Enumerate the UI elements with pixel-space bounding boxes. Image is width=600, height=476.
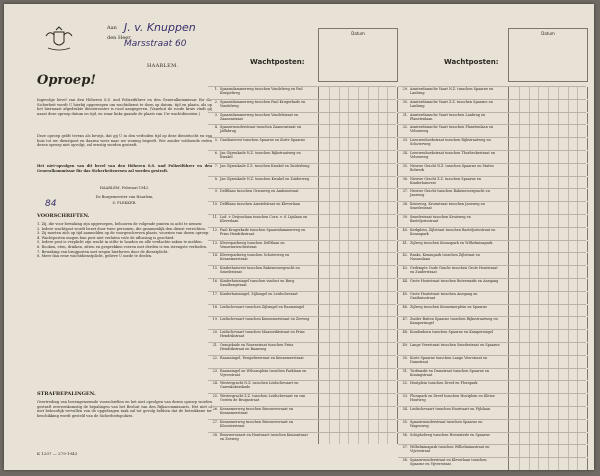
strafbepalingen-heading: STRAFBEPALINGEN. (37, 391, 96, 397)
date-grid-cells (508, 177, 588, 189)
date-grid-cells (508, 433, 588, 445)
post-number: 58. (402, 458, 408, 463)
date-grid-cells (318, 164, 398, 176)
post-description: Spaarndammerweg tusschen Paul Krugerkade en Vondelweg (220, 99, 306, 108)
date-grid-cells (508, 330, 588, 342)
date-grid-cells (508, 420, 588, 432)
post-number: 1. (214, 87, 218, 91)
post-number: 7. (214, 163, 218, 168)
post-description: Spaarnwouderstraat en Kleverlaan tusschen Spaarne en Vijverstraat (410, 458, 487, 467)
post-row (208, 112, 396, 125)
post-number: 17. (212, 291, 218, 296)
date-grid-cells (318, 151, 398, 163)
mayor-title: De Burgemeester van Haarlem, (95, 195, 154, 199)
post-description: Turfmarkt en Damstraat tusschen Spaarne en Koningstraat (410, 368, 490, 377)
aan-label: Aan (107, 25, 117, 31)
post-row (208, 227, 396, 240)
post-row (208, 368, 396, 381)
post-number: 23. (212, 368, 218, 373)
post-number: 42. (402, 253, 408, 258)
post-description: Jan Gijzenkade Z.Z. tusschen Kwakel en Zuiderbrug (220, 163, 310, 168)
post-number: 30. (402, 99, 408, 104)
post-number: 57. (402, 445, 408, 450)
post-description: Raamsingel en Wilsonsplein tusschen Parklaan en Vijverstraat (220, 368, 307, 377)
post-description: Amsterdamsche Vaart N.Z. tusschen Spaarne en Lanbrug (410, 87, 494, 95)
post-row (398, 265, 586, 278)
post-description: Leidschevaart tusschen Zijlsingel en Raamsingel (220, 304, 305, 309)
post-row (208, 214, 396, 227)
post-description: Kleverparkweg tusschen Delftlaan en Vennewateschestraat (220, 240, 285, 249)
date-grid-cells (318, 330, 398, 342)
date-grid-cells (318, 253, 398, 265)
posts-column-left (208, 86, 396, 444)
post-description: Brouwersvaart en Houtvaart tusschen Kenaustraat en Zeeweg (220, 432, 308, 441)
post-number: 14. (212, 253, 218, 258)
post-description: Oranjekade en Rozenstraat tusschen Prins Hendrikstraat en Baanweg (220, 342, 294, 351)
date-grid-cells (508, 394, 588, 406)
post-row (398, 406, 586, 419)
post-number: 2. (214, 99, 218, 104)
post-description: Koudenhorn tusschen Spaarne en Kampersingel (410, 330, 494, 335)
datum-label: Datum (541, 31, 555, 36)
post-row (398, 99, 586, 112)
post-description: Leidschevaart tusschen Kennemerstraat en Zeeweg (220, 317, 310, 322)
post-row (208, 240, 396, 253)
post-row (398, 444, 586, 457)
date-grid-cells (508, 445, 588, 457)
wachtposten-heading-left: Wachtposten: (250, 58, 305, 66)
post-description: Lange Veerstraat tusschen Smedestraat en Spaarne (410, 342, 500, 347)
date-grid-cells (508, 100, 588, 112)
post-description: Leeuwenhoekstraat tusschen Thorbeckestraat en Velsenweg (410, 150, 496, 159)
date-grid-cells (318, 317, 398, 329)
post-row (208, 393, 396, 406)
voorschrift-item: 2. Iedere wachtpost wordt bezet door twee personen, die gezamenlijk den dienst verrichten. (37, 226, 206, 231)
date-grid-cells (508, 138, 588, 150)
date-line: HAARLEM, Februari 1943. (99, 186, 150, 190)
post-description: Amsterdamsche Vaart tusschen Planetenlaan en Velsenweg (410, 125, 494, 134)
post-row (398, 163, 586, 176)
date-grid-cells (508, 164, 588, 176)
date-grid-cells (508, 113, 588, 125)
date-grid-cells (318, 266, 398, 278)
post-number: 51. (402, 368, 408, 373)
post-row (208, 355, 396, 368)
post-number: 16. (212, 278, 218, 283)
handwritten-street: Marsstraat 60 (124, 39, 187, 49)
post-description: Nieuwe Gracht N.Z. tusschen Spaarne en Staten Bolwerk (410, 163, 494, 172)
date-grid-cells (318, 433, 398, 445)
post-description: Zijlweg tusschen Kennemerplein en Spaarne (410, 304, 487, 309)
post-row (208, 304, 396, 317)
post-description: Westergracht N.Z. tusschen Leidschevaart en Garenkokerskade (220, 381, 299, 390)
heer-label: den Heer (107, 35, 131, 41)
date-grid-cells (318, 138, 398, 150)
voorschrift-item: 3. Zij moeten zich op tijd aanmelden op de voorgeschreven plaats, voorzien van dezen oproep. (37, 231, 210, 236)
post-row (208, 419, 396, 432)
post-row (208, 188, 396, 201)
post-number: 35. (402, 163, 408, 168)
post-row (398, 291, 586, 304)
post-number: 37. (402, 189, 408, 194)
post-row (208, 342, 396, 355)
post-number: 9. (214, 189, 218, 194)
post-description: Kinderhuissingel tusschen viaduct en Burg. Sandbergstraat (220, 278, 296, 287)
voorschrift-item: 1. Zij, die voor bewaking zijn opgeroepen, behooren de volgende punten in acht te nemen: (37, 222, 203, 226)
post-description: Kinderhuissingel, Zijlsingel en Leidschevaart (220, 291, 298, 296)
date-grid-cells (508, 266, 588, 278)
post-number: 34. (402, 150, 408, 155)
post-row (398, 304, 586, 317)
post-number: 3. (214, 112, 218, 117)
city-label: HAARLEM. (147, 63, 179, 69)
post-row (208, 380, 396, 393)
date-grid-cells (318, 343, 398, 355)
date-grid-cells (508, 241, 588, 253)
date-grid-cells (508, 151, 588, 163)
post-description: Nieuwe Gracht Z.Z. tusschen Spaarne en Kinderhuisvest (410, 176, 481, 185)
date-grid-cells (508, 317, 588, 329)
date-grid-cells (508, 87, 588, 99)
post-row (398, 393, 586, 406)
date-grid-cells (318, 369, 398, 381)
post-number: 50. (402, 355, 408, 360)
post-number: 24. (212, 381, 218, 386)
post-row (208, 150, 396, 163)
post-number: 12. (212, 227, 218, 232)
voorschrift-item: 4. Wachtposten mogen hun post niet verlaten vóór de aflossing is geschied. (37, 235, 175, 240)
post-description: Paul Krugerkade tusschen Spaarndammerweg en Prins Hendrikstraat (220, 227, 306, 236)
post-row (208, 291, 396, 304)
date-grid-cells (508, 202, 588, 214)
voorschriften-heading: VOORSCHRIFTEN. (37, 213, 90, 219)
post-description: Raamsingel, Tempelierstraat en Kennemerstraat (220, 355, 304, 360)
post-number: 5. (214, 138, 218, 143)
date-grid-cells (318, 356, 398, 368)
post-row (398, 342, 586, 355)
date-grid-cells (508, 215, 588, 227)
date-grid-cells (508, 381, 588, 393)
post-number: 29. (402, 87, 408, 91)
post-number: 8. (214, 176, 218, 181)
post-number: 48. (402, 330, 408, 335)
left-panel (12, 14, 212, 464)
post-row (398, 457, 586, 470)
post-row (208, 163, 396, 176)
post-row (208, 278, 396, 291)
post-row (398, 240, 586, 253)
post-description: Kruisweg, Kruisstraat tusschen Jansweg en Smedestraat (410, 202, 485, 211)
voorschriften-list (37, 222, 212, 259)
post-row (208, 124, 396, 137)
post-description: Gasthuisvest tusschen Spaarne en Korte Spaarne (220, 138, 306, 143)
post-row (398, 227, 586, 240)
post-number: 46. (402, 304, 408, 309)
post-description: Grote Houtstraat tusschen Anegang en Gasthuisstraat (410, 291, 478, 300)
date-grid-cells (318, 113, 398, 125)
date-grid-cells (508, 189, 588, 201)
post-number: 55. (402, 419, 408, 424)
post-row (208, 252, 396, 265)
voorschrift-item: 7. Bewaking van brugposten met wegen hierboven door de dienstplicht. (37, 249, 169, 254)
post-number: 28. (212, 432, 218, 437)
post-row (208, 86, 396, 99)
post-row (398, 201, 586, 214)
post-row (398, 252, 586, 265)
post-row (208, 432, 396, 445)
post-number: 39. (402, 214, 408, 219)
post-description: Wilhelminapark tusschen Wilhelminastraat en Vijverstraat (410, 445, 490, 454)
datum-label: Datum (351, 31, 365, 36)
voorschrift-item: 8. Meer dan eene wachtdienstplicht, gelieve U mede te deelen. (37, 254, 153, 259)
datum-box-right (508, 28, 588, 82)
date-grid-cells (318, 202, 398, 214)
post-description: Leidschevaart tusschen Houtvaart en Pijlslaan (410, 406, 491, 411)
post-description: Spaarnwouderstraat tusschen Zaanenstraat en Jaffabrug (220, 125, 302, 134)
post-description: Grote Houtstraat tusschen Botermarkt en Anegang (410, 278, 499, 283)
post-description: Korte Spaarne tusschen Lange Veerstraat en Damstraat (410, 355, 488, 364)
date-grid-cells (508, 369, 588, 381)
post-number: 38. (402, 202, 408, 207)
post-number: 43. (402, 266, 408, 271)
date-grid-cells (508, 356, 588, 368)
date-grid-cells (508, 305, 588, 317)
date-grid-cells (508, 407, 588, 419)
post-description: Jan Gijzenkade N.Z. tusschen Rijkstraatweg en Kwakel (220, 150, 301, 159)
date-grid-cells (318, 177, 398, 189)
post-row (398, 188, 586, 201)
date-grid-cells (318, 279, 398, 291)
post-description: Raaks, Kenaupark tusschen Zijlstraat en Nassaulaan (410, 253, 480, 262)
validity-paragraph: Deze oproep geldt tevens als bewijs, dat gij U in den verboden tijd op deze diensttocht en van huis tot uw dienstpost en daarna weer naar uw woning begeeft. Wie zonder voldoende reden dezen oproep niet opvolgt, zal ernstig worden gestraft. (37, 134, 212, 148)
post-row (398, 214, 586, 227)
post-number: 15. (212, 266, 218, 271)
post-row (208, 329, 396, 342)
date-grid-cells (318, 215, 398, 227)
post-row (398, 278, 586, 291)
post-description: Nieuwe Gracht tusschen Bakenessergracht en Jansweg (410, 189, 490, 198)
post-description: Spaarnwouderstraat tusschen Spaarne en Wagenweg (410, 419, 483, 428)
post-number: 22. (212, 355, 218, 360)
post-description: Kennemerweg tusschen Brouwersvaart en Kennemerstraat (220, 406, 294, 415)
date-grid-cells (318, 381, 398, 393)
date-grid-cells (318, 292, 398, 304)
post-row (398, 316, 586, 329)
post-description: Amsterdamsche Vaart tusschen Lanbrug en Planetenlaan (410, 112, 486, 121)
date-grid-cells (508, 228, 588, 240)
post-row (208, 137, 396, 150)
post-description: Kinderhuisvest tusschen Bakenessergracht en Smedestraat (220, 266, 300, 275)
post-row (398, 419, 586, 432)
post-number: 4. (214, 125, 218, 130)
post-row (398, 86, 586, 99)
document-sheet (4, 4, 594, 470)
date-grid-cells (318, 100, 398, 112)
warning-paragraph: Het niet-opvolgen van dit bevel van den Höheren S.S. und Polizeiführer en den Generalkommissar für das Sicherheitswesen zal worden gestraft. (37, 164, 212, 173)
wachtposten-heading-right: Wachtposten: (444, 58, 499, 66)
datum-box-left (318, 28, 398, 82)
post-row (398, 176, 586, 189)
wachtposten-panel (208, 24, 588, 467)
post-description: Kleverparkweg tusschen Schoterweg en Kennemerstraat (220, 253, 290, 262)
intro-paragraph: Ingevolge bevel van den Höheren S.S. und Polizeiführer en den Generalkommissar für die Sicherheit wordt U hierbij opgeroepen om wachtdienst te doen op datum, tijd en plaats, als op het hiernaast afgedrukte dienstrooster is rood aangegeven. (Vaneluit de roode kruis vindt gij naast deze oproep datum en tijd, en waar links gaande de plaats van Uw wachtdiensten.) (37, 98, 212, 116)
post-description: Delftlaan tusschen Amstelstraat en Kleverlaan (220, 202, 301, 207)
post-description: Leidschevaart tusschen Maasseiktstraat en Prins Hendrikstraat (220, 330, 305, 339)
post-description: Spaarndammerweg tusschen Vondelweg en Pad Kruipelweg (220, 87, 303, 95)
post-number: 47. (402, 317, 408, 322)
post-row (398, 368, 586, 381)
post-number: 20. (212, 330, 218, 335)
date-grid-cells (508, 253, 588, 265)
date-grid-cells (508, 458, 588, 470)
date-grid-cells (508, 125, 588, 137)
post-description: Zijlweg tusschen Kenaupark en Wilhelminapark (410, 240, 493, 245)
post-row (208, 406, 396, 419)
haarlem-coat-of-arms-icon (42, 26, 76, 52)
date-grid-cells (318, 407, 398, 419)
post-description: Amsterdamsche Vaart Z.Z. tusschen Spaarne en Lanbrug (410, 99, 493, 108)
post-row (398, 124, 586, 137)
voorschrift-item: 5. Iedere post is verplicht zijn wacht in stilte te houden en alle verdachte zaken te melden. (37, 240, 203, 245)
post-description: Leeuwenhoekstraat tusschen Rijkstraatweg en Schoterweg (410, 138, 491, 147)
post-description: Kerkplein, Zijlstraat tusschen Barteljorisstraat en Kenaupark (410, 227, 496, 236)
handwritten-number: 84 (45, 199, 57, 209)
post-description: Jan Gijzenkade N.Z. tusschen Kwakel en Zuiderweg (220, 176, 309, 181)
date-grid-cells (318, 305, 398, 317)
strafbepalingen-text: Overtreding van bovengenoemde voorschriften en het niet opvolgen van dezen oproep worden gestraft overeenkomstig de bepalingen van het Besluit van den Rijkscommissaris. Het niet of niet behoorlijk vervullen van de opgedragen taak zal tot gevolg hebben dat de betrokkene ter beschikking wordt gesteld van de Sicherheitspolizei. (37, 400, 212, 418)
post-row (398, 329, 586, 342)
post-row (208, 265, 396, 278)
post-number: 40. (402, 227, 408, 232)
post-number: 32. (402, 125, 408, 130)
post-number: 27. (212, 419, 218, 424)
post-number: 21. (212, 342, 218, 347)
post-description: Kennemerweg tusschen Brouwersvaart en Kloosterstraat (220, 419, 294, 428)
post-number: 31. (402, 112, 408, 117)
handwritten-name: J. v. Knuppen (124, 21, 196, 34)
date-grid-cells (318, 87, 398, 99)
date-grid-cells (318, 420, 398, 432)
post-description: Lod. v. Deijsselaan tusschen Corn. v. d. Lijnlaan en Kleverlaan (220, 214, 308, 223)
date-grid-cells (318, 241, 398, 253)
post-row (398, 137, 586, 150)
post-number: 41. (402, 240, 408, 245)
post-description: Gedempte Oude Gracht tusschen Grote Houtstraat en Zuiderstraat (410, 266, 498, 275)
post-row (398, 355, 586, 368)
post-number: 45. (402, 291, 408, 296)
post-number: 18. (212, 304, 218, 309)
post-number: 52. (402, 381, 408, 386)
post-description: Spaarndammerweg tusschen Vondelstraat en Zaanenstraat (220, 112, 299, 121)
post-number: 11. (212, 214, 218, 219)
date-grid-cells (508, 343, 588, 355)
footer-code: K 1207 — 279-1943 (37, 451, 78, 456)
post-description: Houtplein tusschen Dreef en Florapark (410, 381, 478, 386)
post-number: 19. (212, 317, 218, 322)
post-number: 56. (402, 432, 408, 437)
post-description: Zuider Buiten Spaarne tusschen Rijksstraatweg en Kampersingel (410, 317, 498, 326)
page-title: Oproep! (37, 73, 97, 88)
post-number: 13. (212, 240, 218, 245)
post-row (208, 176, 396, 189)
voorschrift-item: 6. Rooken, eten, drinken, zitten en gesprekken voeren met derden is ten strengste verboden. (37, 244, 208, 249)
date-grid-cells (318, 125, 398, 137)
post-number: 10. (212, 202, 218, 207)
date-grid-cells (508, 292, 588, 304)
post-row (398, 432, 586, 445)
posts-column-right (398, 86, 586, 470)
date-grid-cells (318, 228, 398, 240)
post-row (208, 201, 396, 214)
post-row (398, 380, 586, 393)
post-number: 26. (212, 406, 218, 411)
post-number: 44. (402, 278, 408, 283)
post-row (398, 150, 586, 163)
post-row (208, 99, 396, 112)
post-number: 25. (212, 394, 218, 399)
post-number: 33. (402, 138, 408, 143)
post-description: Florapark en Dreef tusschen Houtplein en Kleine Houtweg (410, 394, 495, 403)
post-description: Delftlaan tusschen Orionweg en Ambonstraat (220, 189, 299, 194)
post-number: 53. (402, 394, 408, 399)
date-grid-cells (508, 279, 588, 291)
post-number: 6. (214, 150, 218, 155)
date-grid-cells (318, 394, 398, 406)
date-grid-cells (318, 189, 398, 201)
post-number: 54. (402, 406, 408, 411)
mayor-name: S. PLEKKER. (112, 201, 137, 205)
post-row (208, 316, 396, 329)
post-description: Schipholweg tusschen Heemstede en Spaarne (410, 432, 490, 437)
post-number: 49. (402, 342, 408, 347)
post-description: Smedestraat tusschen Kruisweg en Barteljorisstraat (410, 214, 471, 223)
post-description: Westergracht Z.Z. tusschen Leidschevaart en van Oosten de Bruijnstraat (220, 394, 306, 403)
post-number: 36. (402, 176, 408, 181)
post-row (398, 112, 586, 125)
